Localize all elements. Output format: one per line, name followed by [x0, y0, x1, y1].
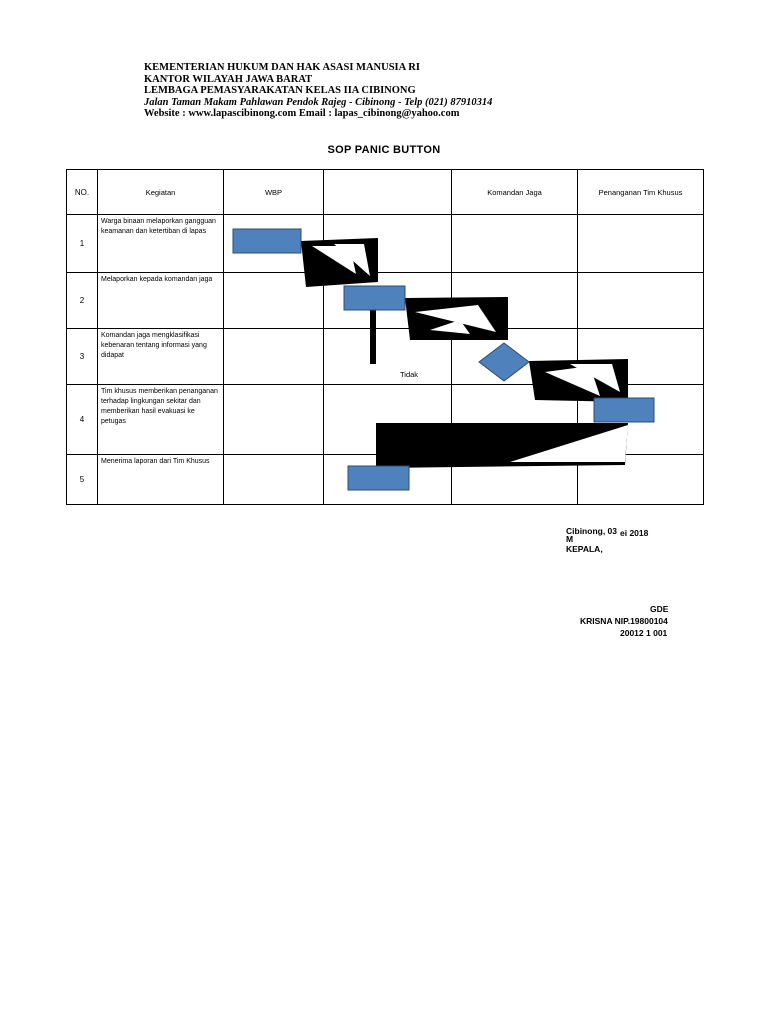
decision-label-no: Tidak [400, 370, 419, 379]
cell-wbp [224, 215, 324, 273]
signature-year-fragment: ei 2018 [620, 528, 649, 538]
row-number: 5 [67, 455, 98, 505]
letterhead-regional-office: KANTOR WILAYAH JAWA BARAT [144, 73, 313, 85]
signature-name-nip: KRISNA NIP.19800104 [580, 616, 668, 626]
row-number: 3 [67, 329, 98, 385]
letterhead-institution: LEMBAGA PEMASYARAKATAN KELAS IIA CIBINONG [144, 85, 416, 96]
letterhead-address: Jalan Taman Makam Pahlawan Pendok Rajeg - Cibinong - Telp (021) 87910314 [144, 96, 493, 108]
signature-place-date: Cibinong, 03 [566, 526, 617, 536]
cell-guard [452, 273, 578, 329]
sop-table [66, 169, 704, 505]
cell-blank [324, 329, 452, 385]
signature-name-fragment: GDE [650, 604, 669, 614]
signature-month-fragment: M [566, 534, 574, 544]
row-activity: Komandan jaga mengklasifikasi kebenaran tentang informasi yang didapat [98, 329, 224, 385]
table-header-row [67, 170, 704, 215]
column-header-guard-commander: Komandan Jaga [452, 170, 578, 215]
table-row [67, 455, 704, 505]
letterhead-contact: Website : www.lapascibinong.com Email : lapas_cibinong@yahoo.com [144, 108, 460, 119]
cell-wbp [224, 329, 324, 385]
cell-blank [324, 273, 452, 329]
document-title: SOP PANIC BUTTON [327, 144, 441, 156]
cell-blank [324, 215, 452, 273]
column-header-wbp: WBP [224, 170, 324, 215]
signature-position: KEPALA, [566, 544, 603, 554]
row-activity: Menerima laporan dari Tim Khusus [98, 455, 224, 505]
cell-team [578, 215, 704, 273]
signature-nip-end: 20012 1 001 [620, 628, 668, 638]
table-row [67, 215, 704, 273]
cell-blank [324, 455, 452, 505]
cell-wbp [224, 385, 324, 455]
cell-team [578, 455, 704, 505]
row-activity: Warga binaan melaporkan gangguan keamanan dan ketertiban di lapas [98, 215, 224, 273]
table-row [67, 385, 704, 455]
row-activity: Melaporkan kepada komandan jaga [98, 273, 224, 329]
column-header-no: NO. [67, 170, 98, 215]
cell-team [578, 329, 704, 385]
cell-team [578, 385, 704, 455]
row-activity: Tim khusus memberikan penanganan terhadap lingkungan sekitar dan memberikan hasil evakuasi ke petugas [98, 385, 224, 455]
column-header-special-team: Penanganan Tim Khusus [578, 170, 704, 215]
row-number: 1 [67, 215, 98, 273]
letterhead [144, 62, 624, 120]
column-header-blank [324, 170, 452, 215]
cell-guard [452, 215, 578, 273]
row-number: 4 [67, 385, 98, 455]
table-row [67, 329, 704, 385]
cell-guard [452, 385, 578, 455]
cell-wbp [224, 455, 324, 505]
cell-blank [324, 385, 452, 455]
cell-guard [452, 329, 578, 385]
cell-team [578, 273, 704, 329]
letterhead-ministry: KEMENTERIAN HUKUM DAN HAK ASASI MANUSIA RI [144, 62, 420, 73]
row-number: 2 [67, 273, 98, 329]
cell-guard [452, 455, 578, 505]
cell-wbp [224, 273, 324, 329]
table-row [67, 273, 704, 329]
column-header-activity: Kegiatan [98, 170, 224, 215]
